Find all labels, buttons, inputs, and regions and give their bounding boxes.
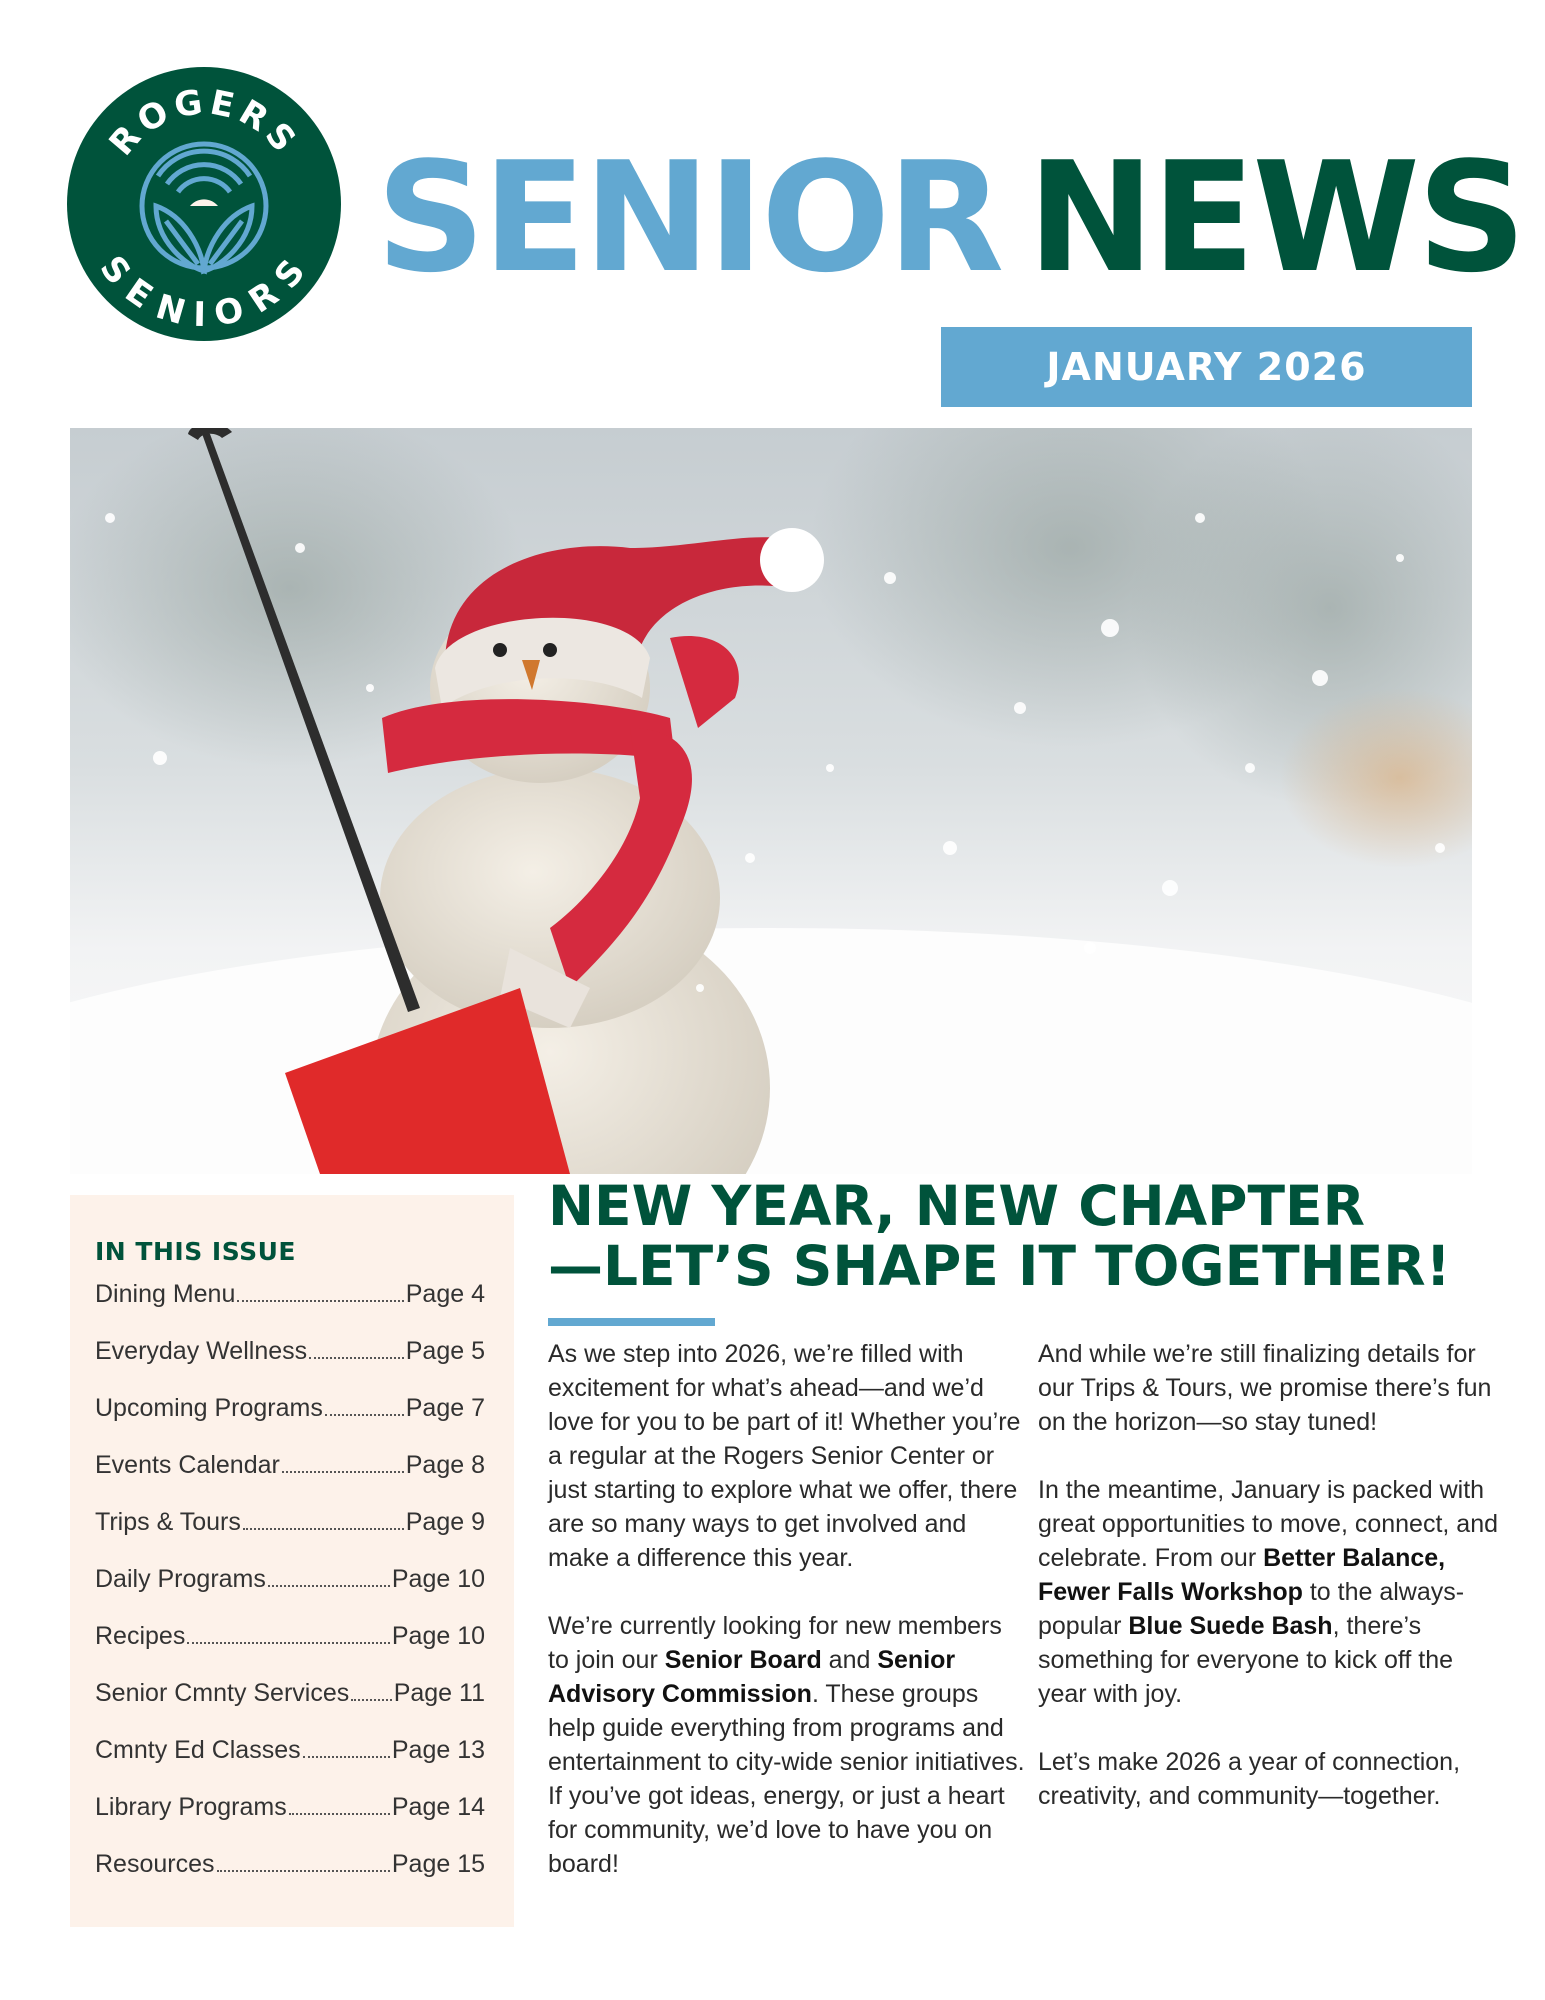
article-paragraph xyxy=(548,1609,1026,1881)
article-paragraph: And while we’re still finalizing details for our Trips & Tours, we promise there’s fun on the horizon—so stay tuned! xyxy=(1038,1340,1492,1436)
toc-list xyxy=(95,1280,514,1907)
text-run: , there’s something for everyone to kick off the year with joy. xyxy=(1038,1612,1454,1708)
toc-leader-dots xyxy=(243,1528,404,1530)
article-paragraph xyxy=(1038,1473,1508,1711)
toc-leader-dots xyxy=(187,1642,390,1644)
article-headline xyxy=(548,1176,1508,1296)
toc-item[interactable] xyxy=(95,1850,485,1907)
toc-page: Page 13 xyxy=(391,1736,485,1764)
toc-leader-dots xyxy=(237,1300,403,1302)
toc-label: Library Programs xyxy=(95,1793,287,1821)
headline-line-1: NEW YEAR, NEW CHAPTER xyxy=(548,1174,1365,1238)
toc-page: Page 7 xyxy=(405,1394,485,1422)
toc-leader-dots xyxy=(282,1471,404,1473)
toc-leader-dots xyxy=(303,1756,390,1758)
headline-line-2: —LET’S SHAPE IT TOGETHER! xyxy=(548,1234,1451,1298)
masthead-word-senior: SENIOR xyxy=(376,129,1002,306)
toc-page: Page 11 xyxy=(393,1679,485,1707)
toc-leader-dots xyxy=(217,1870,390,1872)
toc-item[interactable] xyxy=(95,1451,485,1508)
text-run: . These groups help guide everything from programs and entertainment to city-wide senior initiatives. If you’ve got ideas, energy, or just a heart for community, we’d love to have you on board! xyxy=(548,1680,1025,1878)
toc-label: Dining Menu xyxy=(95,1280,236,1308)
toc-leader-dots xyxy=(325,1414,404,1416)
in-this-issue-box xyxy=(70,1195,514,1927)
bold-senior-board: Senior Board xyxy=(664,1646,822,1674)
toc-page: Page 10 xyxy=(391,1565,485,1593)
text-run: We’re currently looking for new members to join our xyxy=(548,1612,1002,1674)
issue-date-banner: JANUARY 2026 xyxy=(941,327,1472,407)
toc-page: Page 8 xyxy=(405,1451,485,1479)
logo-top-text: ROGERS xyxy=(101,81,307,164)
toc-label: Cmnty Ed Classes xyxy=(95,1736,301,1764)
bold-balance-workshop: Better Balance, Fewer Falls Workshop xyxy=(1038,1544,1446,1606)
rogers-seniors-logo xyxy=(66,66,342,342)
article-paragraph: Let’s make 2026 a year of connection, creativity, and community—together. xyxy=(1038,1748,1461,1810)
bold-senior-advisory-commission: Senior Advisory Commission xyxy=(548,1646,956,1708)
toc-leader-dots xyxy=(289,1813,390,1815)
toc-item[interactable] xyxy=(95,1622,485,1679)
bold-blue-suede-bash: Blue Suede Bash xyxy=(1128,1612,1333,1640)
article-column-right xyxy=(1038,1337,1508,1847)
toc-page: Page 10 xyxy=(391,1622,485,1650)
toc-page: Page 4 xyxy=(405,1280,485,1308)
toc-label: Senior Cmnty Services xyxy=(95,1679,350,1707)
logo-bottom-text: SENIORS xyxy=(91,248,317,336)
toc-label: Everyday Wellness xyxy=(95,1337,308,1365)
toc-label: Resources xyxy=(95,1850,215,1878)
toc-item[interactable] xyxy=(95,1337,485,1394)
toc-leader-dots xyxy=(309,1357,404,1359)
toc-item[interactable] xyxy=(95,1679,485,1736)
toc-label: Daily Programs xyxy=(95,1565,266,1593)
text-run: to the always-popular xyxy=(1038,1578,1465,1640)
masthead-title xyxy=(376,118,1524,318)
toc-item[interactable] xyxy=(95,1565,485,1622)
toc-label: Upcoming Programs xyxy=(95,1394,323,1422)
toc-title: IN THIS ISSUE xyxy=(95,1237,296,1266)
toc-leader-dots xyxy=(351,1699,391,1701)
masthead-word-news: NEWS xyxy=(1027,129,1524,306)
toc-item[interactable] xyxy=(95,1508,485,1565)
toc-page: Page 9 xyxy=(405,1508,485,1536)
toc-item[interactable] xyxy=(95,1280,485,1337)
toc-leader-dots xyxy=(268,1585,390,1587)
text-run: In the meantime, January is packed with great opportunities to move, connect, and celebrate. From our xyxy=(1038,1476,1499,1572)
toc-label: Events Calendar xyxy=(95,1451,280,1479)
article-column-left xyxy=(548,1337,1026,1915)
toc-page: Page 5 xyxy=(405,1337,485,1365)
toc-item[interactable] xyxy=(95,1736,485,1793)
text-run: and xyxy=(821,1646,878,1674)
toc-label: Recipes xyxy=(95,1622,186,1650)
toc-page: Page 15 xyxy=(391,1850,485,1878)
toc-item[interactable] xyxy=(95,1394,485,1451)
headline-accent-rule xyxy=(548,1318,715,1326)
toc-label: Trips & Tours xyxy=(95,1508,241,1536)
toc-page: Page 14 xyxy=(391,1793,485,1821)
toc-item[interactable] xyxy=(95,1793,485,1850)
article-paragraph: As we step into 2026, we’re filled with excitement for what’s ahead—and we’d love for you to be part of it! Whether you’re a regular at the Rogers Senior Center or just starting to explore what we offer, there are so many ways to get involved and make a difference this year. xyxy=(548,1340,1021,1572)
hero-snowman-photo xyxy=(70,428,1472,1174)
